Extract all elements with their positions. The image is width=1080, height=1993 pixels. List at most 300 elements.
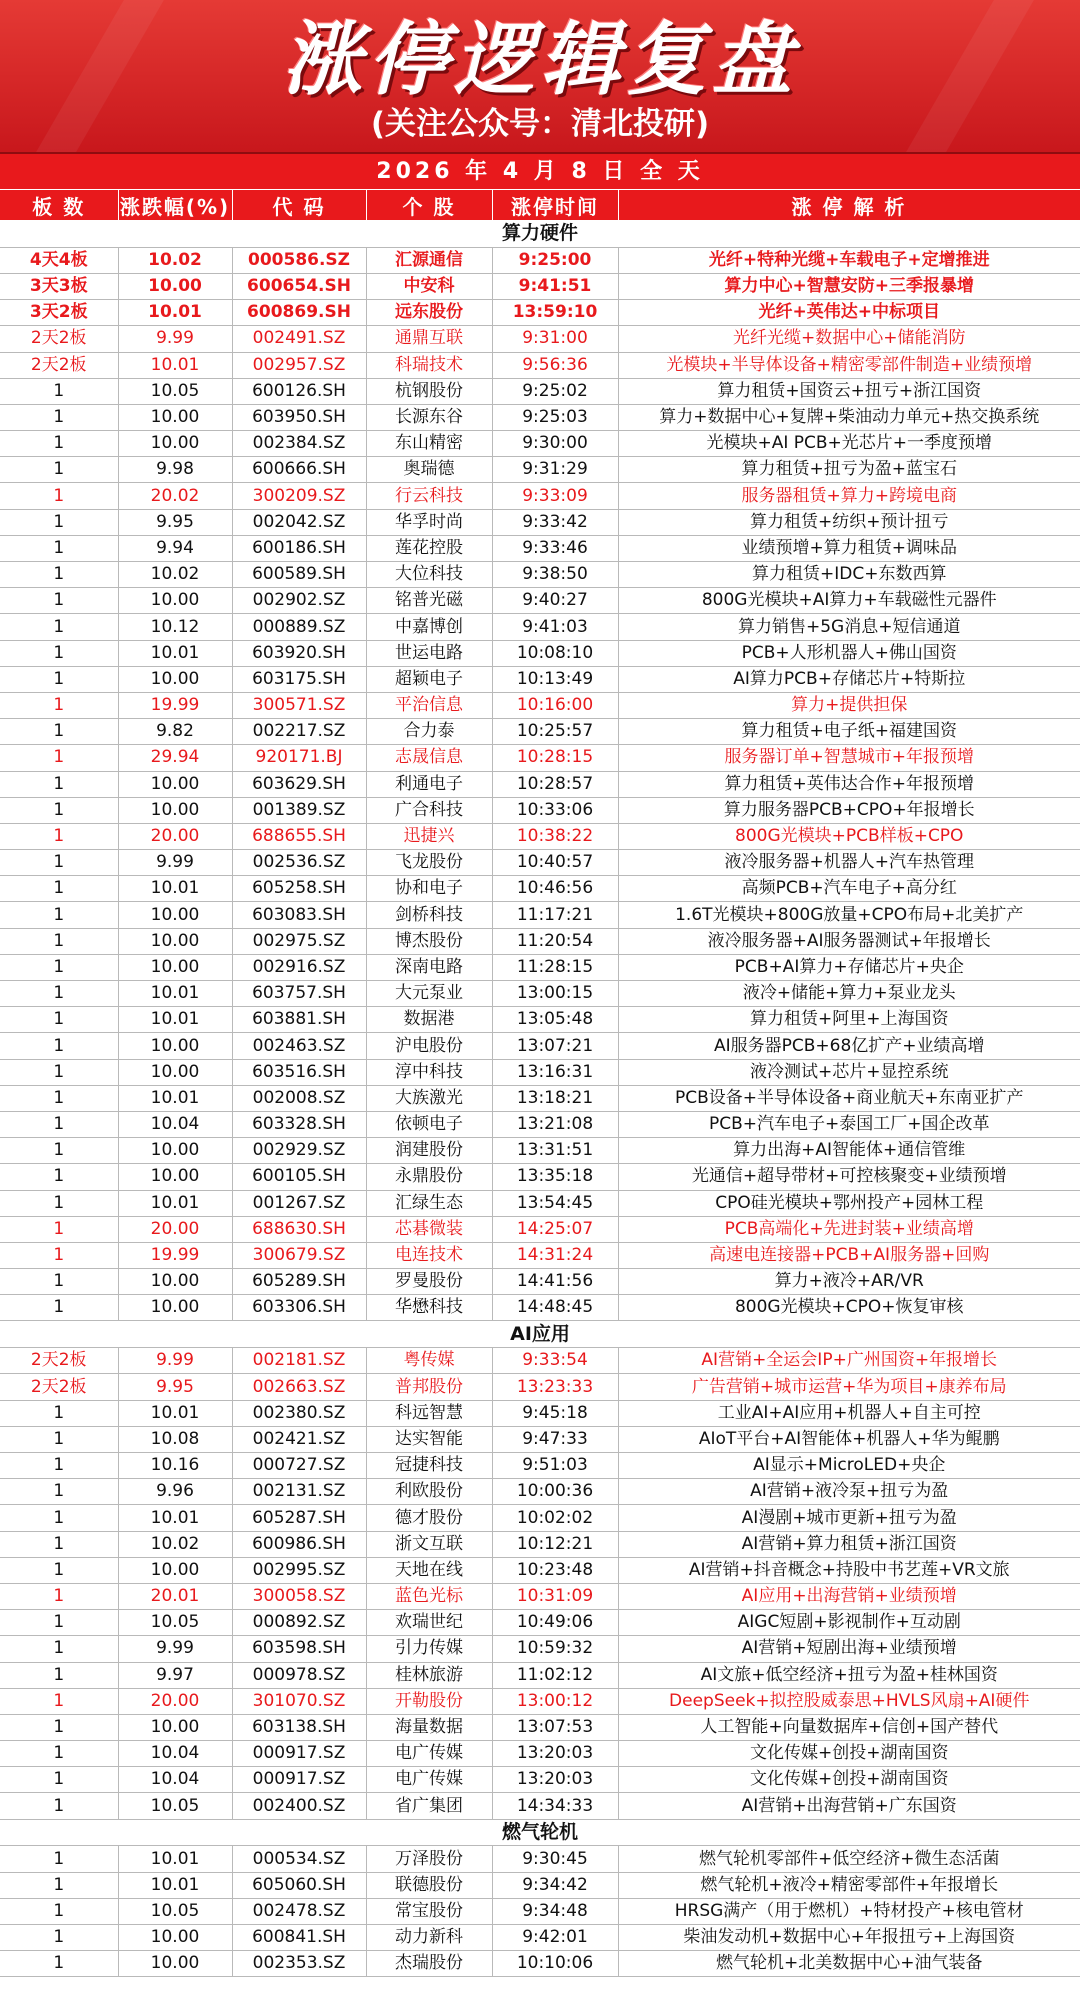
analysis-cell: AI显示+MicroLED+央企 xyxy=(618,1453,1080,1479)
table-row xyxy=(0,1216,1080,1242)
board-count-cell: 1 xyxy=(0,1583,118,1609)
section-title: 算力硬件 xyxy=(0,221,1080,248)
board-count-cell: 1 xyxy=(0,1269,118,1295)
board-count-cell: 1 xyxy=(0,954,118,980)
analysis-cell: 液冷服务器+机器人+汽车热管理 xyxy=(618,850,1080,876)
limit-time-cell: 10:12:21 xyxy=(492,1531,618,1557)
analysis-cell: AI文旅+低空经济+扭亏为盈+桂林国资 xyxy=(618,1662,1080,1688)
change-pct-cell: 10.02 xyxy=(118,562,232,588)
board-count-cell: 1 xyxy=(0,1453,118,1479)
stock-name-cell: 淳中科技 xyxy=(366,1059,492,1085)
code-cell: 603920.SH xyxy=(232,640,366,666)
stock-name-cell: 长源东谷 xyxy=(366,404,492,430)
stock-name-cell: 数据港 xyxy=(366,1007,492,1033)
analysis-cell: AI营销+全运会IP+广州国资+年报增长 xyxy=(618,1348,1080,1374)
table-row xyxy=(0,535,1080,561)
limit-time-cell: 9:42:01 xyxy=(492,1925,618,1951)
code-cell: 002957.SZ xyxy=(232,352,366,378)
stock-name-cell: 德才股份 xyxy=(366,1505,492,1531)
table-row xyxy=(0,1059,1080,1085)
stock-name-cell: 普邦股份 xyxy=(366,1374,492,1400)
table-row xyxy=(0,1479,1080,1505)
board-count-cell: 1 xyxy=(0,1479,118,1505)
board-count-cell: 1 xyxy=(0,1898,118,1924)
analysis-cell: 800G光模块+PCB样板+CPO xyxy=(618,823,1080,849)
change-pct-cell: 9.99 xyxy=(118,1636,232,1662)
limit-time-cell: 11:02:12 xyxy=(492,1662,618,1688)
code-cell: 300058.SZ xyxy=(232,1583,366,1609)
limit-time-cell: 10:40:57 xyxy=(492,850,618,876)
board-count-cell: 1 xyxy=(0,850,118,876)
stock-name-cell: 常宝股份 xyxy=(366,1898,492,1924)
code-cell: 002975.SZ xyxy=(232,928,366,954)
table-row xyxy=(0,326,1080,352)
code-cell: 603757.SH xyxy=(232,981,366,1007)
code-cell: 603328.SH xyxy=(232,1111,366,1137)
table-row xyxy=(0,431,1080,457)
analysis-cell: PCB设备+半导体设备+商业航天+东南亚扩产 xyxy=(618,1085,1080,1111)
code-cell: 000917.SZ xyxy=(232,1767,366,1793)
limit-time-cell: 9:30:45 xyxy=(492,1846,618,1872)
code-cell: 603598.SH xyxy=(232,1636,366,1662)
table-row xyxy=(0,352,1080,378)
table-row xyxy=(0,1426,1080,1452)
analysis-cell: CPO硅光模块+鄂州投产+园林工程 xyxy=(618,1190,1080,1216)
change-pct-cell: 10.01 xyxy=(118,981,232,1007)
stock-name-cell: 飞龙股份 xyxy=(366,850,492,876)
table-row xyxy=(0,1846,1080,1872)
date-bar: 2026 年 4 月 8 日 全 天 xyxy=(0,154,1080,190)
change-pct-cell: 10.05 xyxy=(118,1793,232,1819)
analysis-cell: 高速电连接器+PCB+AI服务器+回购 xyxy=(618,1242,1080,1268)
analysis-cell: 光纤+特种光缆+车载电子+定增推进 xyxy=(618,247,1080,273)
limit-time-cell: 9:34:48 xyxy=(492,1898,618,1924)
change-pct-cell: 10.01 xyxy=(118,1007,232,1033)
limit-time-cell: 13:21:08 xyxy=(492,1111,618,1137)
table-row xyxy=(0,300,1080,326)
stock-name-cell: 中安科 xyxy=(366,273,492,299)
change-pct-cell: 9.99 xyxy=(118,326,232,352)
change-pct-cell: 20.00 xyxy=(118,1216,232,1242)
table-row xyxy=(0,1085,1080,1111)
code-cell: 002421.SZ xyxy=(232,1426,366,1452)
code-cell: 000917.SZ xyxy=(232,1741,366,1767)
code-cell: 001267.SZ xyxy=(232,1190,366,1216)
limit-time-cell: 10:38:22 xyxy=(492,823,618,849)
board-count-cell: 1 xyxy=(0,771,118,797)
stock-name-cell: 电广传媒 xyxy=(366,1767,492,1793)
table-header-row xyxy=(0,190,1080,221)
change-pct-cell: 10.00 xyxy=(118,273,232,299)
analysis-cell: 算力中心+智慧安防+三季报暴增 xyxy=(618,273,1080,299)
stock-name-cell: 引力传媒 xyxy=(366,1636,492,1662)
change-pct-cell: 19.99 xyxy=(118,692,232,718)
stock-name-cell: 剑桥科技 xyxy=(366,902,492,928)
section-header-row xyxy=(0,1321,1080,1348)
board-count-cell: 1 xyxy=(0,1741,118,1767)
table-row xyxy=(0,1583,1080,1609)
limit-time-cell: 9:41:03 xyxy=(492,614,618,640)
board-count-cell: 1 xyxy=(0,1767,118,1793)
code-cell: 002131.SZ xyxy=(232,1479,366,1505)
analysis-cell: AIoT平台+AI智能体+机器人+华为鲲鹏 xyxy=(618,1426,1080,1452)
code-cell: 002217.SZ xyxy=(232,719,366,745)
code-cell: 300209.SZ xyxy=(232,483,366,509)
change-pct-cell: 10.00 xyxy=(118,1557,232,1583)
board-count-cell: 1 xyxy=(0,823,118,849)
limit-time-cell: 13:59:10 xyxy=(492,300,618,326)
change-pct-cell: 20.02 xyxy=(118,483,232,509)
analysis-cell: PCB高端化+先进封装+业绩高增 xyxy=(618,1216,1080,1242)
limit-time-cell: 9:33:54 xyxy=(492,1348,618,1374)
table-row xyxy=(0,1138,1080,1164)
limit-time-cell: 13:07:53 xyxy=(492,1714,618,1740)
board-count-cell: 1 xyxy=(0,404,118,430)
stock-name-cell: 依顿电子 xyxy=(366,1111,492,1137)
header-stock: 个 股 xyxy=(366,190,492,221)
board-count-cell: 1 xyxy=(0,1610,118,1636)
header-limit-time: 涨停时间 xyxy=(492,190,618,221)
change-pct-cell: 20.01 xyxy=(118,1583,232,1609)
change-pct-cell: 9.99 xyxy=(118,1348,232,1374)
table-row xyxy=(0,1374,1080,1400)
board-count-cell: 3天3板 xyxy=(0,273,118,299)
stock-name-cell: 世运电路 xyxy=(366,640,492,666)
limit-time-cell: 13:23:33 xyxy=(492,1374,618,1400)
analysis-cell: AI漫剧+城市更新+扭亏为盈 xyxy=(618,1505,1080,1531)
board-count-cell: 1 xyxy=(0,614,118,640)
stock-name-cell: 蓝色光标 xyxy=(366,1583,492,1609)
change-pct-cell: 20.00 xyxy=(118,1688,232,1714)
code-cell: 920171.BJ xyxy=(232,745,366,771)
analysis-cell: 光通信+超导带材+可控核聚变+业绩预增 xyxy=(618,1164,1080,1190)
change-pct-cell: 10.04 xyxy=(118,1741,232,1767)
analysis-cell: 广告营销+城市运营+华为项目+康养布局 xyxy=(618,1374,1080,1400)
board-count-cell: 1 xyxy=(0,457,118,483)
stock-name-cell: 大族激光 xyxy=(366,1085,492,1111)
analysis-cell: 算力+数据中心+复牌+柴油动力单元+热交换系统 xyxy=(618,404,1080,430)
change-pct-cell: 10.00 xyxy=(118,431,232,457)
change-pct-cell: 10.00 xyxy=(118,797,232,823)
table-row xyxy=(0,588,1080,614)
board-count-cell: 1 xyxy=(0,1505,118,1531)
analysis-cell: 文化传媒+创投+湖南国资 xyxy=(618,1741,1080,1767)
code-cell: 605060.SH xyxy=(232,1872,366,1898)
change-pct-cell: 10.00 xyxy=(118,928,232,954)
change-pct-cell: 9.95 xyxy=(118,1374,232,1400)
analysis-cell: 算力+液冷+AR/VR xyxy=(618,1269,1080,1295)
analysis-cell: 光纤+英伟达+中标项目 xyxy=(618,300,1080,326)
limit-time-cell: 10:02:02 xyxy=(492,1505,618,1531)
board-count-cell: 1 xyxy=(0,1033,118,1059)
table-row xyxy=(0,1242,1080,1268)
limit-time-cell: 9:31:29 xyxy=(492,457,618,483)
board-count-cell: 1 xyxy=(0,1557,118,1583)
board-count-cell: 2天2板 xyxy=(0,352,118,378)
stock-name-cell: 芯碁微装 xyxy=(366,1216,492,1242)
limit-time-cell: 10:46:56 xyxy=(492,876,618,902)
limit-time-cell: 9:38:50 xyxy=(492,562,618,588)
analysis-cell: 算力租赁+扭亏为盈+蓝宝石 xyxy=(618,457,1080,483)
table-row xyxy=(0,1898,1080,1924)
table-row xyxy=(0,1925,1080,1951)
stock-name-cell: 海量数据 xyxy=(366,1714,492,1740)
analysis-cell: 算力+提供担保 xyxy=(618,692,1080,718)
stock-name-cell: 永鼎股份 xyxy=(366,1164,492,1190)
limit-time-cell: 14:31:24 xyxy=(492,1242,618,1268)
analysis-cell: 800G光模块+AI算力+车载磁性元器件 xyxy=(618,588,1080,614)
stock-name-cell: 大元泵业 xyxy=(366,981,492,1007)
board-count-cell: 1 xyxy=(0,981,118,1007)
board-count-cell: 1 xyxy=(0,588,118,614)
limit-time-cell: 10:25:57 xyxy=(492,719,618,745)
section-header-row xyxy=(0,1819,1080,1846)
code-cell: 688630.SH xyxy=(232,1216,366,1242)
stock-name-cell: 省广集团 xyxy=(366,1793,492,1819)
code-cell: 002902.SZ xyxy=(232,588,366,614)
stock-name-cell: 利通电子 xyxy=(366,771,492,797)
code-cell: 002491.SZ xyxy=(232,326,366,352)
table-row xyxy=(0,483,1080,509)
table-row xyxy=(0,666,1080,692)
board-count-cell: 2天2板 xyxy=(0,1374,118,1400)
code-cell: 000534.SZ xyxy=(232,1846,366,1872)
stock-name-cell: 华孚时尚 xyxy=(366,509,492,535)
board-count-cell: 1 xyxy=(0,876,118,902)
code-cell: 002995.SZ xyxy=(232,1557,366,1583)
board-count-cell: 1 xyxy=(0,1662,118,1688)
code-cell: 603175.SH xyxy=(232,666,366,692)
change-pct-cell: 10.01 xyxy=(118,352,232,378)
table-row xyxy=(0,797,1080,823)
stock-name-cell: 志晟信息 xyxy=(366,745,492,771)
limit-time-cell: 13:20:03 xyxy=(492,1741,618,1767)
stock-name-cell: 电连技术 xyxy=(366,1242,492,1268)
limit-time-cell: 10:00:36 xyxy=(492,1479,618,1505)
limit-time-cell: 11:28:15 xyxy=(492,954,618,980)
change-pct-cell: 10.01 xyxy=(118,640,232,666)
analysis-cell: 人工智能+向量数据库+信创+国产替代 xyxy=(618,1714,1080,1740)
limit-time-cell: 10:33:06 xyxy=(492,797,618,823)
code-cell: 600986.SH xyxy=(232,1531,366,1557)
limit-time-cell: 9:33:42 xyxy=(492,509,618,535)
code-cell: 301070.SZ xyxy=(232,1688,366,1714)
table-row xyxy=(0,1636,1080,1662)
limit-time-cell: 11:20:54 xyxy=(492,928,618,954)
analysis-cell: HRSG满产（用于燃机）+特材投产+核电管材 xyxy=(618,1898,1080,1924)
code-cell: 603138.SH xyxy=(232,1714,366,1740)
stock-name-cell: 迅捷兴 xyxy=(366,823,492,849)
stock-name-cell: 平治信息 xyxy=(366,692,492,718)
code-cell: 603083.SH xyxy=(232,902,366,928)
code-cell: 603950.SH xyxy=(232,404,366,430)
stock-name-cell: 铭普光磁 xyxy=(366,588,492,614)
stock-name-cell: 东山精密 xyxy=(366,431,492,457)
code-cell: 603516.SH xyxy=(232,1059,366,1085)
board-count-cell: 1 xyxy=(0,1636,118,1662)
analysis-cell: AI营销+算力租赁+浙江国资 xyxy=(618,1531,1080,1557)
stock-name-cell: 莲花控股 xyxy=(366,535,492,561)
stock-name-cell: 达实智能 xyxy=(366,1426,492,1452)
analysis-cell: 服务器租赁+算力+跨境电商 xyxy=(618,483,1080,509)
limit-up-table xyxy=(0,190,1080,1977)
analysis-cell: 算力租赁+英伟达合作+年报预增 xyxy=(618,771,1080,797)
limit-time-cell: 14:48:45 xyxy=(492,1295,618,1321)
analysis-cell: AI应用+出海营销+业绩预增 xyxy=(618,1583,1080,1609)
board-count-cell: 1 xyxy=(0,1164,118,1190)
change-pct-cell: 19.99 xyxy=(118,1242,232,1268)
limit-time-cell: 14:41:56 xyxy=(492,1269,618,1295)
code-cell: 002353.SZ xyxy=(232,1951,366,1977)
code-cell: 002008.SZ xyxy=(232,1085,366,1111)
table-row xyxy=(0,1400,1080,1426)
board-count-cell: 1 xyxy=(0,1059,118,1085)
change-pct-cell: 10.04 xyxy=(118,1111,232,1137)
change-pct-cell: 29.94 xyxy=(118,745,232,771)
header-change-pct: 涨跌幅(%) xyxy=(118,190,232,221)
limit-time-cell: 9:33:46 xyxy=(492,535,618,561)
change-pct-cell: 10.00 xyxy=(118,666,232,692)
stock-name-cell: 桂林旅游 xyxy=(366,1662,492,1688)
change-pct-cell: 10.00 xyxy=(118,771,232,797)
table-row xyxy=(0,876,1080,902)
analysis-cell: AIGC短剧+影视制作+互动剧 xyxy=(618,1610,1080,1636)
analysis-cell: 光模块+AI PCB+光芯片+一季度预增 xyxy=(618,431,1080,457)
code-cell: 600126.SH xyxy=(232,378,366,404)
stock-name-cell: 远东股份 xyxy=(366,300,492,326)
analysis-cell: 燃气轮机+液冷+精密零部件+年报增长 xyxy=(618,1872,1080,1898)
analysis-cell: 算力出海+AI智能体+通信管维 xyxy=(618,1138,1080,1164)
table-row xyxy=(0,273,1080,299)
change-pct-cell: 9.96 xyxy=(118,1479,232,1505)
board-count-cell: 1 xyxy=(0,1007,118,1033)
analysis-cell: 业绩预增+算力租赁+调味品 xyxy=(618,535,1080,561)
change-pct-cell: 9.95 xyxy=(118,509,232,535)
table-row xyxy=(0,1033,1080,1059)
change-pct-cell: 10.00 xyxy=(118,1714,232,1740)
limit-time-cell: 10:59:32 xyxy=(492,1636,618,1662)
table-row xyxy=(0,981,1080,1007)
analysis-cell: 算力租赁+阿里+上海国资 xyxy=(618,1007,1080,1033)
table-row xyxy=(0,823,1080,849)
code-cell: 600105.SH xyxy=(232,1164,366,1190)
stock-name-cell: 大位科技 xyxy=(366,562,492,588)
change-pct-cell: 10.02 xyxy=(118,247,232,273)
code-cell: 000727.SZ xyxy=(232,1453,366,1479)
limit-time-cell: 9:33:09 xyxy=(492,483,618,509)
code-cell: 000978.SZ xyxy=(232,1662,366,1688)
board-count-cell: 1 xyxy=(0,1085,118,1111)
board-count-cell: 1 xyxy=(0,431,118,457)
stock-name-cell: 欢瑞世纪 xyxy=(366,1610,492,1636)
table-row xyxy=(0,1295,1080,1321)
limit-time-cell: 13:18:21 xyxy=(492,1085,618,1111)
board-count-cell: 1 xyxy=(0,902,118,928)
table-row xyxy=(0,404,1080,430)
code-cell: 605289.SH xyxy=(232,1269,366,1295)
analysis-cell: AI算力PCB+存储芯片+特斯拉 xyxy=(618,666,1080,692)
table-row xyxy=(0,745,1080,771)
code-cell: 600186.SH xyxy=(232,535,366,561)
code-cell: 002929.SZ xyxy=(232,1138,366,1164)
board-count-cell: 1 xyxy=(0,1951,118,1977)
code-cell: 603306.SH xyxy=(232,1295,366,1321)
limit-time-cell: 9:25:03 xyxy=(492,404,618,430)
code-cell: 002463.SZ xyxy=(232,1033,366,1059)
change-pct-cell: 10.01 xyxy=(118,1400,232,1426)
board-count-cell: 1 xyxy=(0,797,118,823)
stock-name-cell: 超颖电子 xyxy=(366,666,492,692)
stock-name-cell: 科远智慧 xyxy=(366,1400,492,1426)
stock-name-cell: 杰瑞股份 xyxy=(366,1951,492,1977)
code-cell: 688655.SH xyxy=(232,823,366,849)
table-row xyxy=(0,1714,1080,1740)
limit-time-cell: 9:47:33 xyxy=(492,1426,618,1452)
stock-name-cell: 深南电路 xyxy=(366,954,492,980)
change-pct-cell: 10.08 xyxy=(118,1426,232,1452)
code-cell: 001389.SZ xyxy=(232,797,366,823)
section-title: 燃气轮机 xyxy=(0,1819,1080,1846)
board-count-cell: 1 xyxy=(0,1400,118,1426)
table-body xyxy=(0,221,1080,1977)
table-row xyxy=(0,1505,1080,1531)
board-count-cell: 2天2板 xyxy=(0,326,118,352)
table-row xyxy=(0,247,1080,273)
table-row xyxy=(0,614,1080,640)
limit-time-cell: 9:40:27 xyxy=(492,588,618,614)
analysis-cell: 1.6T光模块+800G放量+CPO布局+北美扩产 xyxy=(618,902,1080,928)
stock-name-cell: 合力泰 xyxy=(366,719,492,745)
change-pct-cell: 9.94 xyxy=(118,535,232,561)
stock-name-cell: 电广传媒 xyxy=(366,1741,492,1767)
analysis-cell: 高频PCB+汽车电子+高分红 xyxy=(618,876,1080,902)
header-code: 代 码 xyxy=(232,190,366,221)
board-count-cell: 1 xyxy=(0,1714,118,1740)
stock-name-cell: 通鼎互联 xyxy=(366,326,492,352)
board-count-cell: 1 xyxy=(0,1426,118,1452)
board-count-cell: 1 xyxy=(0,928,118,954)
stock-name-cell: 博杰股份 xyxy=(366,928,492,954)
analysis-cell: 燃气轮机+北美数据中心+油气装备 xyxy=(618,1951,1080,1977)
change-pct-cell: 10.00 xyxy=(118,1164,232,1190)
analysis-cell: 算力租赁+国资云+扭亏+浙江国资 xyxy=(618,378,1080,404)
board-count-cell: 1 xyxy=(0,1793,118,1819)
limit-time-cell: 13:54:45 xyxy=(492,1190,618,1216)
table-row xyxy=(0,1007,1080,1033)
code-cell: 000586.SZ xyxy=(232,247,366,273)
table-row xyxy=(0,1190,1080,1216)
code-cell: 002181.SZ xyxy=(232,1348,366,1374)
limit-time-cell: 13:05:48 xyxy=(492,1007,618,1033)
analysis-cell: 算力租赁+电子纸+福建国资 xyxy=(618,719,1080,745)
limit-time-cell: 9:34:42 xyxy=(492,1872,618,1898)
change-pct-cell: 10.00 xyxy=(118,902,232,928)
stock-name-cell: 罗曼股份 xyxy=(366,1269,492,1295)
code-cell: 000889.SZ xyxy=(232,614,366,640)
board-count-cell: 2天2板 xyxy=(0,1348,118,1374)
table-row xyxy=(0,1453,1080,1479)
table-row xyxy=(0,692,1080,718)
change-pct-cell: 10.02 xyxy=(118,1531,232,1557)
limit-time-cell: 13:07:21 xyxy=(492,1033,618,1059)
stock-name-cell: 粤传媒 xyxy=(366,1348,492,1374)
change-pct-cell: 10.01 xyxy=(118,1872,232,1898)
change-pct-cell: 10.05 xyxy=(118,1898,232,1924)
table-row xyxy=(0,1610,1080,1636)
board-count-cell: 1 xyxy=(0,483,118,509)
analysis-cell: PCB+人形机器人+佛山国资 xyxy=(618,640,1080,666)
limit-time-cell: 9:41:51 xyxy=(492,273,618,299)
